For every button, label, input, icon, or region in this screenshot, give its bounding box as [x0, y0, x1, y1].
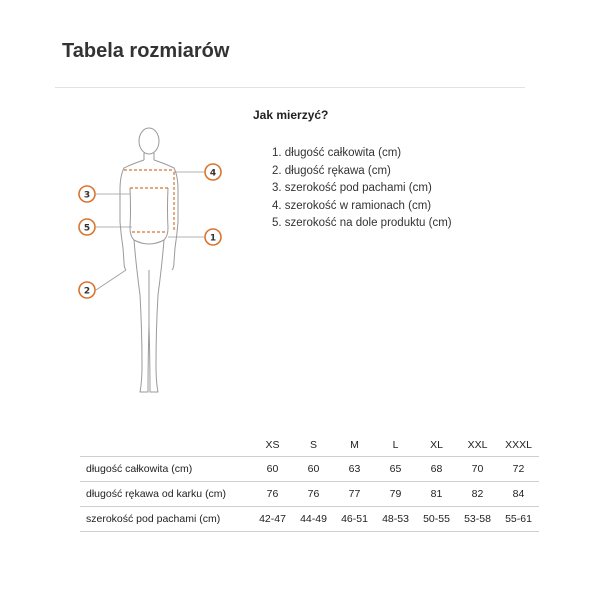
table-row [80, 457, 539, 482]
row-label: długość rękawa od karku (cm) [80, 482, 252, 507]
measurement-step: 3. szerokość pod pachami (cm) [272, 182, 432, 194]
size-header-m: M [350, 439, 359, 451]
table-row [80, 482, 539, 507]
marker-5-badge [79, 219, 95, 235]
table-cell: 68 [416, 457, 457, 482]
table-cell: 84 [498, 482, 539, 507]
marker-1-badge [205, 229, 221, 245]
table-cell: 48-53 [375, 507, 416, 532]
page-title: Tabela rozmiarów [62, 40, 230, 62]
table-cell: 50-55 [416, 507, 457, 532]
size-header-xl: XL [430, 439, 443, 451]
table-cell: 82 [457, 482, 498, 507]
how-to-measure-heading: Jak mierzyć? [253, 108, 329, 122]
measurement-steps-list [272, 145, 452, 233]
svg-text:2: 2 [83, 286, 91, 297]
measurement-step: 4. szerokość w ramionach (cm) [272, 199, 432, 212]
size-table [80, 434, 539, 532]
body-outline [120, 128, 178, 392]
size-header-l: L [392, 439, 399, 451]
marker-leaders [96, 172, 204, 290]
svg-text:3: 3 [83, 190, 91, 201]
size-header-s: S [309, 439, 317, 451]
size-header-empty [80, 434, 252, 457]
row-label: szerokość pod pachami (cm) [80, 507, 252, 532]
row-label: długość całkowita (cm) [80, 457, 252, 482]
table-cell: 42-47 [252, 507, 293, 532]
table-cell: 63 [334, 457, 375, 482]
body-measurement-figure [70, 120, 240, 405]
size-header-xxxl: XXXL [505, 439, 532, 451]
table-cell: 77 [334, 482, 375, 507]
measurement-step: 5. szerokość na dole produktu (cm) [272, 217, 452, 229]
table-cell: 46-51 [334, 507, 375, 532]
table-cell: 65 [375, 457, 416, 482]
measurement-step: 1. długość całkowita (cm) [272, 147, 402, 159]
marker-3-badge [79, 186, 95, 202]
table-cell: 53-58 [457, 507, 498, 532]
table-cell: 70 [457, 457, 498, 482]
table-row [80, 507, 539, 532]
table-cell: 76 [293, 482, 334, 507]
marker-4-badge [205, 164, 221, 180]
table-cell: 79 [375, 482, 416, 507]
title-divider [55, 87, 525, 88]
size-header-xs: XS [265, 439, 280, 451]
svg-text:5: 5 [83, 223, 91, 234]
table-cell: 44-49 [293, 507, 334, 532]
size-header-xxl: XXL [467, 439, 488, 451]
size-header-row [80, 434, 539, 457]
measurement-step: 2. długość rękawa (cm) [272, 164, 391, 177]
table-cell: 55-61 [498, 507, 539, 532]
marker-2-badge [79, 282, 95, 298]
table-cell: 60 [252, 457, 293, 482]
table-cell: 81 [416, 482, 457, 507]
svg-text:1: 1 [209, 233, 217, 244]
svg-text:4: 4 [209, 168, 217, 179]
measurement-guides [124, 170, 174, 232]
table-cell: 72 [498, 457, 539, 482]
table-cell: 60 [293, 457, 334, 482]
table-cell: 76 [252, 482, 293, 507]
